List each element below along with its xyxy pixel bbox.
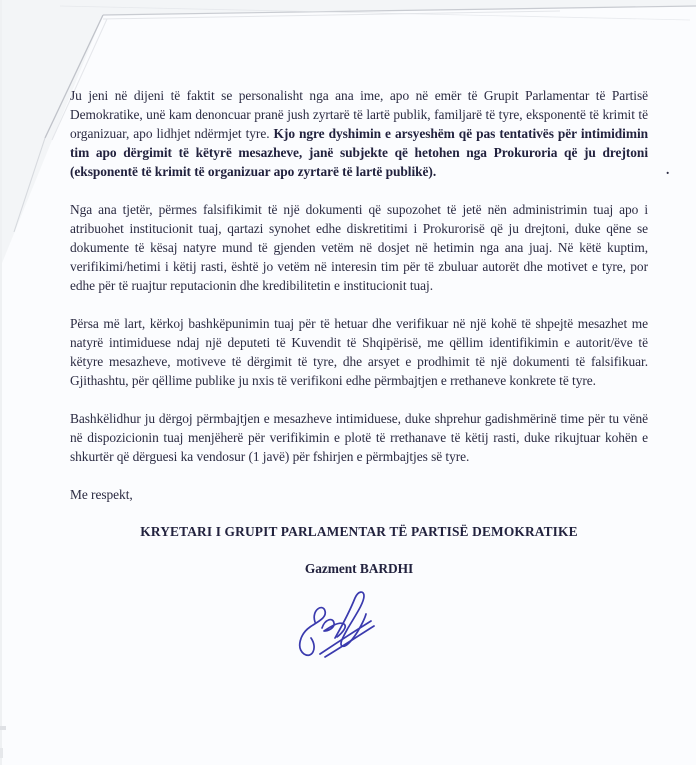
paragraph-request: Përsa më lart, kërkoj bashkëpunimin tuaj për të hetuar dhe verifikuar në një kohë të shpejtë mesazhet me natyrë intimiduese ndaj një deputeti të Kuvendit të Shqipërisë, me qëllim identifikimin e autorit/ëve të këtyre mesazheve, motiveve të dërgimit të tyre, dhe arsyet e prodhimit të një dokumenti të falsifikuar. Gjithashtu, për qëllime publike ju nxis të verifikoni edhe përmbajtjen e rrethaneve konkrete të tyre. bbox=[70, 316, 648, 388]
paragraph-falsification: Nga ana tjetër, përmes falsifikimit të një dokumenti që supozohet të jetë nën administrimin tuaj apo i atribuohet institucionit tuaj, qartazi synohet edhe diskretitimi i Prokurorisë që ju drejtoni, duke qëne se dokumente të kësaj natyre mund të gjenden vetëm në dosjet në hetimin nga ana juaj. Në këtë kuptim, verifikimi/hetimi i këtij rasti, është jo vetëm në interesin tim për të zbuluar autorët dhe motivet e tyre, por edhe për të ruajtur reputacionin dhe kredibilitetin e institucionit tuaj. bbox=[70, 202, 648, 293]
paragraph-intro bbox=[70, 86, 648, 181]
letter-body bbox=[70, 86, 670, 677]
signature-handwritten bbox=[295, 586, 395, 676]
paragraph-intro-text: Ju jeni në dijeni të faktit se personalisht nga ana ime, apo në emër të Grupit Parlamentar të Partisë Demokratike, unë kam denoncuar pranë jush zyrtarë të lartë publik, familjarë të tyre, eksponentë të krimit të organizuar, apo lidhjet ndërmjet tyre. bbox=[70, 88, 648, 141]
paragraph-attachment: Bashkëlidhur ju dërgoj përmbajtjen e mesazheve intimiduese, duke shprehur gadishmërinë time për tu vënë në dispozicionin tuaj menjëherë për verifikimin e plotë të rrethanave të këtij rasti, duke rikujtuar kohën e shkurtër që dërguesi ka vendosur (1 javë) për fshirjen e përmbajtjes së tyre. bbox=[70, 411, 648, 464]
closing-salutation: Me respekt, bbox=[70, 487, 133, 502]
signer-name: Gazment BARDHI bbox=[304, 561, 414, 576]
paragraph-intro-bold: Kjo ngre dyshimin e arsyeshëm që pas tentativës për intimidimin tim apo dërgimit të këtyrë mesazheve, janë subjekte që hetohen nga Prokuroria që ju drejtoni (eksponentë të krimit të organizuar apo zyrtarë të lartë publikë). bbox=[70, 126, 649, 179]
signature-area bbox=[70, 582, 648, 677]
signer-title: KRYETARI I GRUPIT PARLAMENTAR TË PARTISË DEMOKRATIKE bbox=[140, 524, 578, 539]
scan-dot-artifact: . bbox=[666, 162, 670, 177]
